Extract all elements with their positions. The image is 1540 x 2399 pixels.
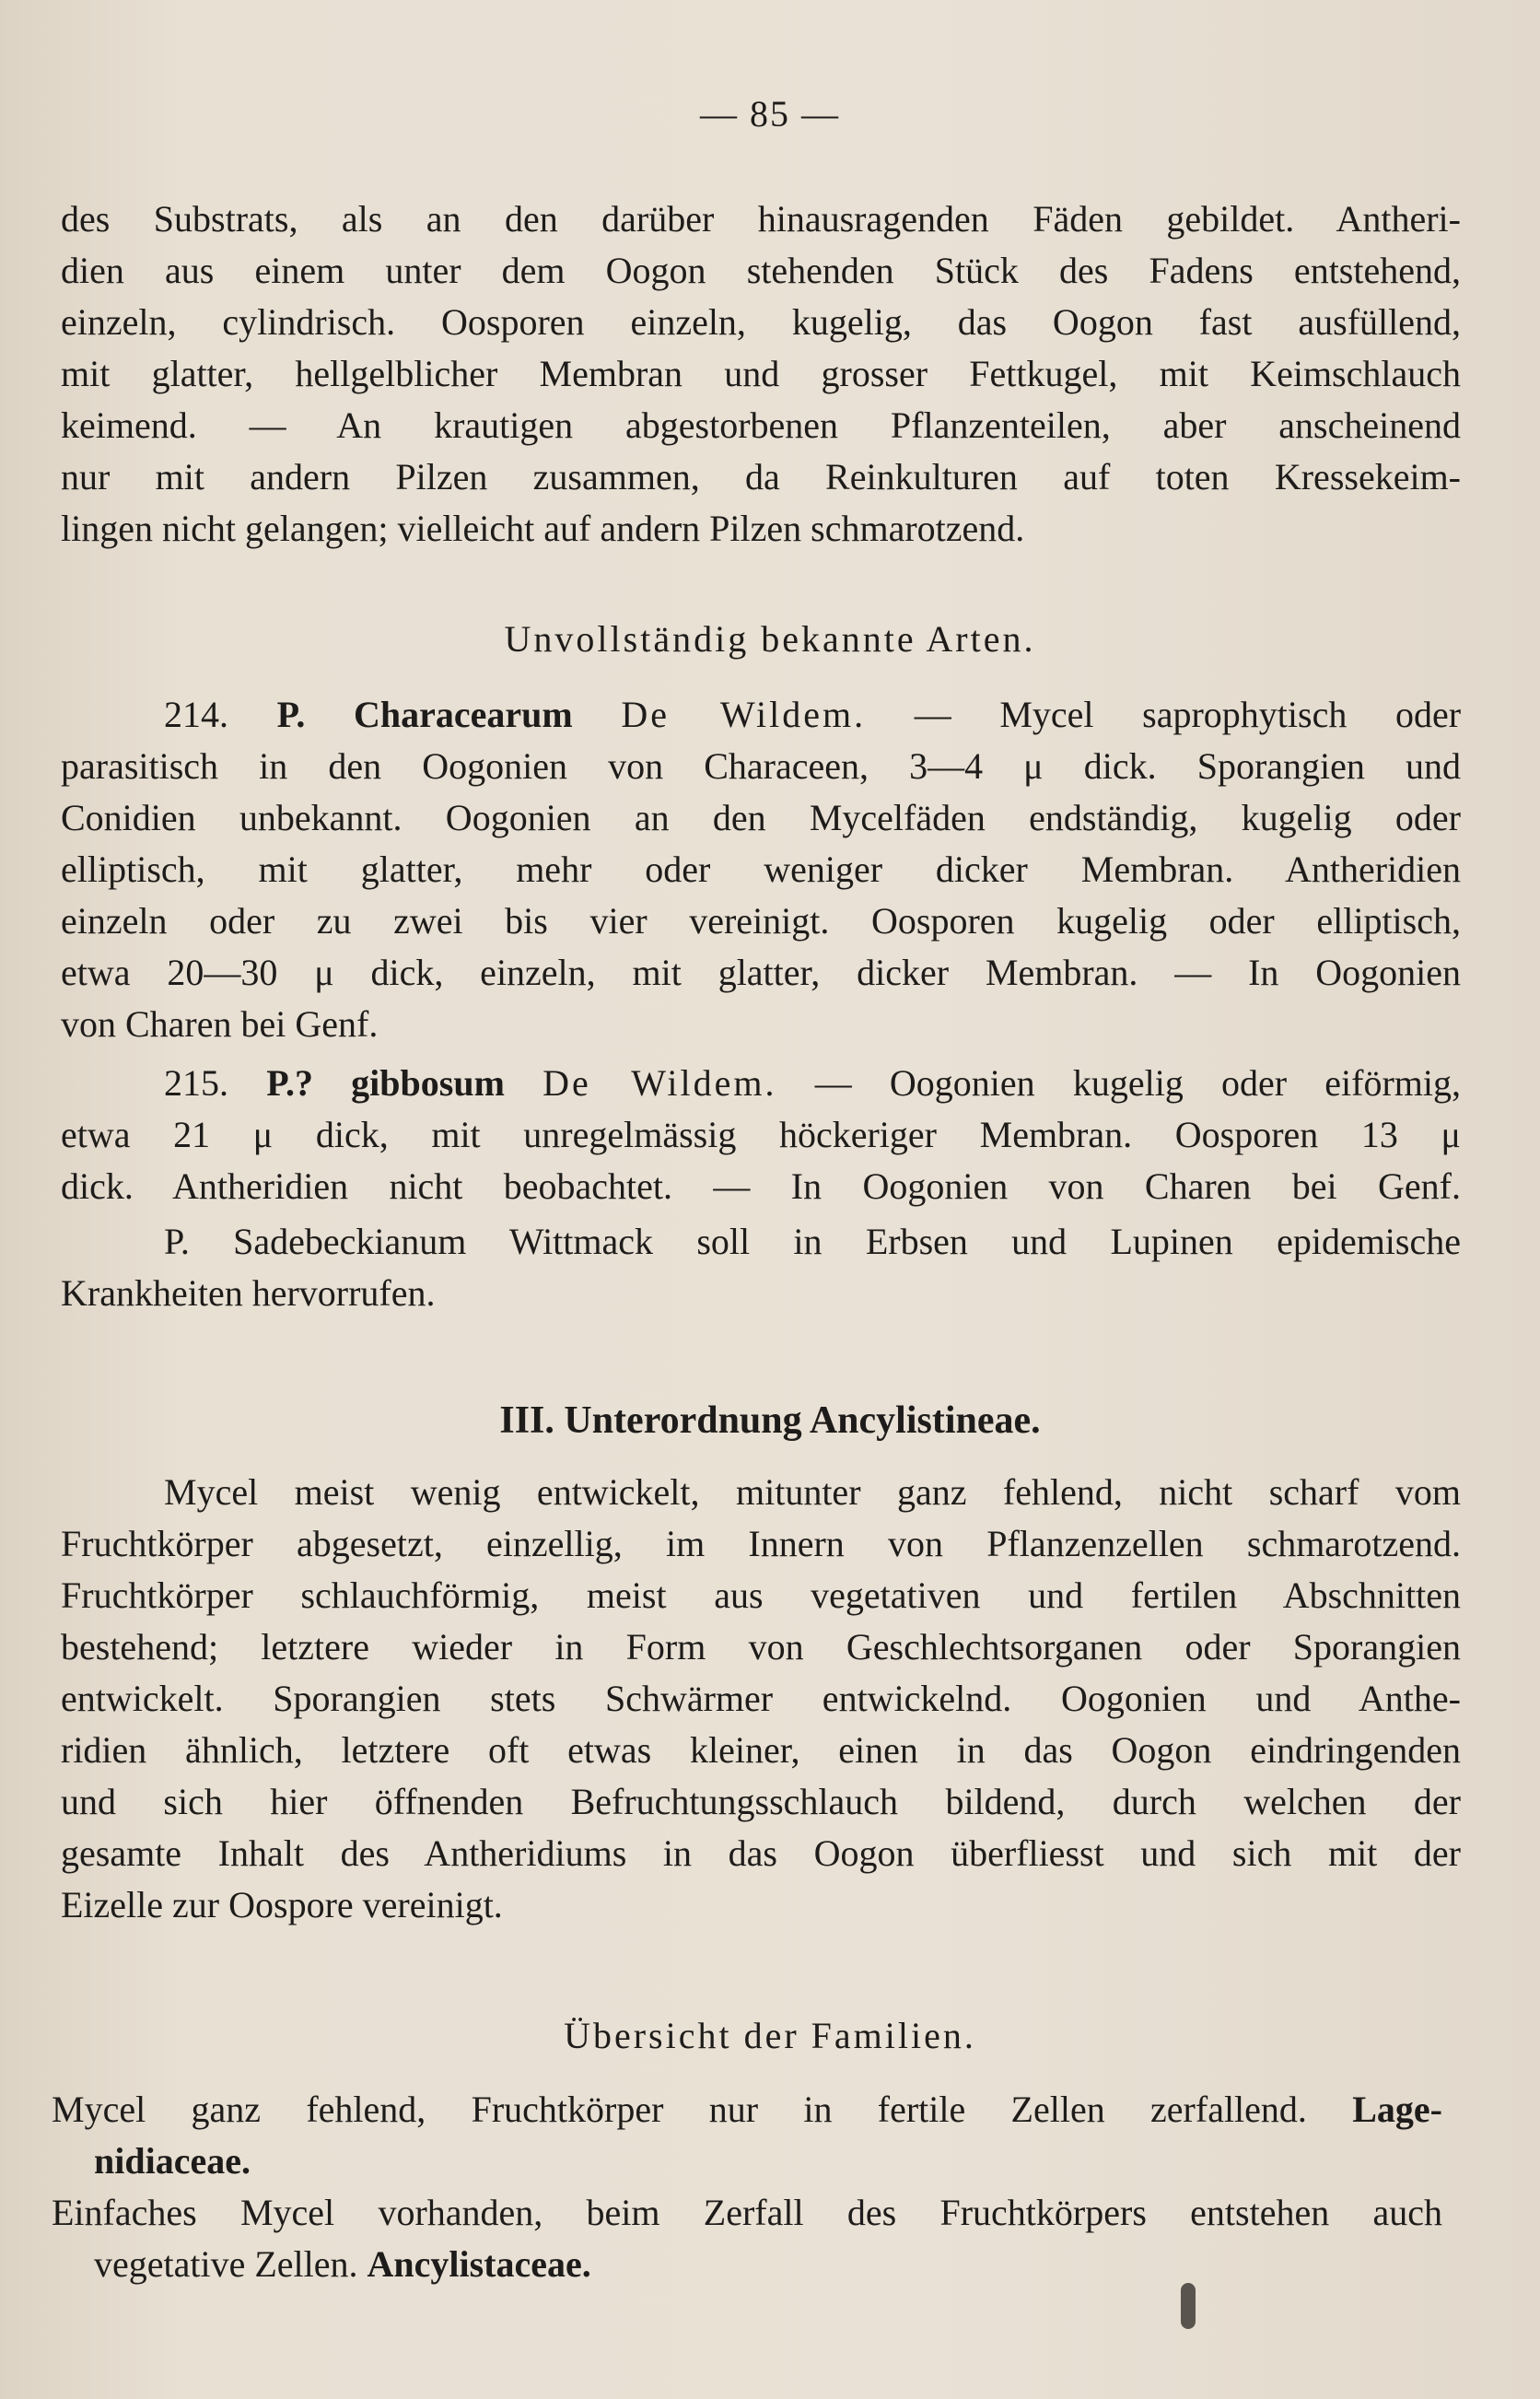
species-number: 215.	[164, 1062, 228, 1104]
text-line: Fruchtkörper abgesetzt, einzellig, im Innern von Pflanzenzellen schmarotzend.	[61, 1523, 1461, 1564]
text-line: dien aus einem unter dem Oogon stehenden Stück des Fadens entstehend,	[61, 250, 1461, 291]
text-line: einzeln oder zu zwei bis vier vereinigt. Oosporen kugelig oder elliptisch,	[61, 900, 1461, 942]
text-line: Eizelle zur Oospore vereinigt.	[61, 1884, 503, 1925]
ink-smudge	[1181, 2283, 1196, 2329]
species-text: — Mycel saprophytisch oder	[914, 694, 1462, 735]
text-line: des Substrats, als an den darüber hinausragenden Fäden gebildet. Antheri-	[61, 198, 1461, 240]
section-heading-incomplete-species: Unvollständig bekannte Arten.	[504, 618, 1036, 660]
text-line: nur mit andern Pilzen zusammen, da Reinkulturen auf toten Kressekeim-	[61, 456, 1461, 497]
species-author: De Wildem.	[621, 694, 867, 735]
text-line: parasitisch in den Oogonien von Characeen, 3—4 μ dick. Sporangien und	[61, 745, 1461, 787]
text-line: etwa 21 μ dick, mit unregelmässig höckeriger Membran. Oosporen 13 μ	[61, 1114, 1461, 1155]
key-line: Einfaches Mycel vorhanden, beim Zerfall des Fruchtkörpers entstehen auch	[52, 2192, 1442, 2233]
text-line: lingen nicht gelangen; vielleicht auf andern Pilzen schmarotzend.	[61, 508, 1025, 549]
text-line: entwickelt. Sporangien stets Schwärmer entwickelnd. Oogonien und Anthe-	[61, 1678, 1461, 1719]
species-number: 214.	[164, 694, 228, 735]
text-line: elliptisch, mit glatter, mehr oder weniger dicker Membran. Antheridien	[61, 848, 1461, 890]
family-name: Lage-	[1352, 2089, 1443, 2130]
text-line: Krankheiten hervorrufen.	[61, 1272, 436, 1314]
species-first-line	[61, 689, 1461, 741]
family-name: Ancylistaceae.	[367, 2243, 591, 2285]
family-name: nidiaceae.	[94, 2140, 251, 2182]
key-line	[52, 2084, 1442, 2136]
text-line: P. Sadebeckianum Wittmack soll in Erbsen und Lupinen epidemische	[164, 1221, 1461, 1262]
species-name: P.? gibbosum	[266, 1062, 505, 1104]
text-line: von Charen bei Genf.	[61, 1003, 379, 1045]
key-line	[52, 2239, 1442, 2290]
section-heading-suborder: III. Unterordnung Ancylistineae.	[499, 1399, 1041, 1442]
text-line: Fruchtkörper schlauchförmig, meist aus vegetativen und fertilen Abschnitten	[61, 1574, 1461, 1616]
text-line: und sich hier öffnenden Befruchtungsschlauch bildend, durch welchen der	[61, 1781, 1461, 1822]
text-line: Conidien unbekannt. Oogonien an den Mycelfäden endständig, kugelig oder	[61, 797, 1461, 838]
suborder-description	[61, 1467, 1461, 1931]
text-line: dick. Antheridien nicht beobachtet. — In Oogonien von Charen bei Genf.	[61, 1165, 1461, 1207]
text-line: einzeln, cylindrisch. Oosporen einzeln, kugelig, das Oogon fast ausfüllend,	[61, 301, 1461, 343]
section-heading-families: Übersicht der Familien.	[564, 2015, 976, 2056]
page-number: — 85 —	[700, 93, 840, 135]
species-author: De Wildem.	[542, 1062, 777, 1104]
text-line: Mycel meist wenig entwickelt, mitunter ganz fehlend, nicht scharf vom	[164, 1471, 1461, 1513]
key-line	[52, 2136, 1442, 2187]
key-text: vegetative Zellen.	[94, 2243, 358, 2285]
species-first-line	[61, 1058, 1461, 1109]
text-line: etwa 20—30 μ dick, einzeln, mit glatter, dicker Membran. — In Oogonien	[61, 952, 1461, 993]
paragraph-continuation	[61, 193, 1461, 555]
text-line: keimend. — An krautigen abgestorbenen Pflanzenteilen, aber anscheinend	[61, 404, 1461, 446]
text-line: ridien ähnlich, letztere oft etwas kleiner, einen in das Oogon eindringenden	[61, 1729, 1461, 1771]
text-line: bestehend; letztere wieder in Form von Geschlechtsorganen oder Sporangien	[61, 1626, 1461, 1668]
family-key	[52, 2084, 1442, 2290]
species-text: — Oogonien kugelig oder eiförmig,	[814, 1062, 1462, 1104]
key-text: Mycel ganz fehlend, Fruchtkörper nur in fertile Zellen zerfallend.	[52, 2089, 1307, 2130]
text-line: gesamte Inhalt des Antheridiums in das Oogon überfliesst und sich mit der	[61, 1832, 1461, 1874]
text-line: mit glatter, hellgelblicher Membran und grosser Fettkugel, mit Keimschlauch	[61, 353, 1461, 394]
species-entry-215	[61, 1058, 1461, 1212]
species-entry-214	[61, 689, 1461, 1050]
note-paragraph	[61, 1216, 1461, 1319]
species-name: P. Characearum	[276, 694, 573, 735]
